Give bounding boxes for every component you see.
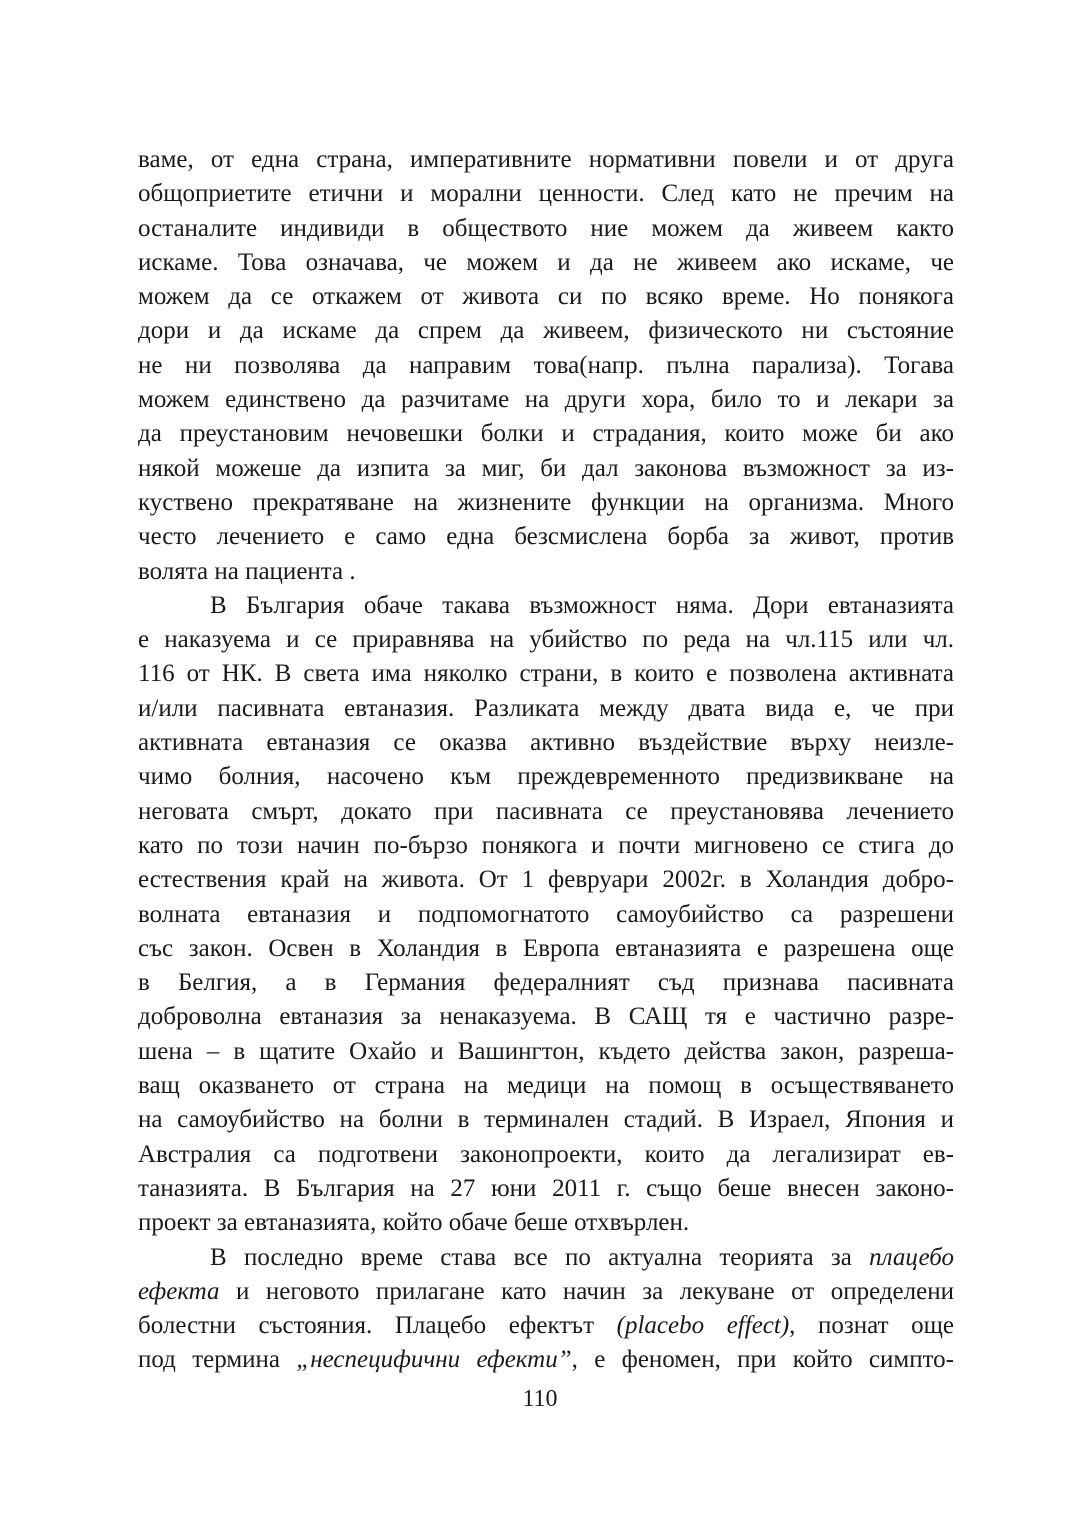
text-line: като по този начин по-бързо понякога и почти мигновено се стига до (138, 831, 954, 859)
text-line: таназията. В България на 27 юни 2011 г. също беше внесен законо- (138, 1174, 954, 1202)
text-line (138, 1275, 954, 1309)
text-line: чимо болния, насочено към преждевременното предизвикване на (138, 763, 954, 791)
text-line: не ни позволява да направим това(напр. пълна парализа). Тогава (138, 351, 954, 379)
text-line: неговата смърт, докато при пасивната се преустановява лечението (138, 797, 954, 825)
text-line: на самоубийство на болни в терминален стадий. В Израел, Япония и (138, 1106, 954, 1134)
text-line: проект за евтаназията, който обаче беше отхвърлен. (138, 1209, 690, 1237)
text-run: болестни състояния. Плацебо ефектът (138, 1312, 617, 1340)
text-line (138, 1309, 954, 1343)
text-line (138, 1241, 954, 1275)
text-line: някой можеше да изпита за миг, би дал законова възможност за из- (138, 454, 954, 482)
text-run: , познат още (789, 1312, 954, 1340)
body-text (138, 143, 954, 1378)
text-run: под термина (138, 1346, 297, 1374)
text-line: често лечението е само една безсмислена борба за живот, против (138, 523, 954, 551)
text-line: останалите индивиди в обществото ние можем да живеем както (138, 214, 954, 242)
text-line: активната евтаназия се оказва активно въздействие върху неизле- (138, 729, 954, 757)
italic-term: (placebo effect) (616, 1312, 790, 1340)
text-line: естествения край на живота. От 1 февруари 2002г. в Холандия добро- (138, 866, 954, 894)
text-line: волята на пациента . (138, 557, 356, 585)
text-line: волната евтаназия и подпомогнатото самоубийство са разрешени (138, 900, 954, 928)
text-run: , е феномен, при който симпто- (571, 1346, 955, 1374)
text-line (138, 1343, 954, 1377)
text-line: общоприетите етични и морални ценности. След като не пречим на (138, 180, 954, 208)
text-line: куствено прекратяване на жизнените функции на организма. Много (138, 488, 954, 516)
paragraph-3 (138, 1241, 954, 1378)
text-line: искаме. Това означава, че можем и да не живеем ако искаме, че (138, 248, 954, 276)
paragraph-2 (138, 589, 954, 1241)
text-line: 116 от НК. В света има няколко страни, в които е позволена активната (138, 660, 954, 688)
text-line: можем да се откажем от живота си по всяко време. Но понякога (138, 283, 954, 311)
text-line: шена – в щатите Охайо и Вашингтон, където действа закон, разреша- (138, 1037, 954, 1065)
text-line: е наказуема и се приравнява на убийство по реда на чл.115 или чл. (138, 626, 954, 654)
text-line: В България обаче такава възможност няма. Дори евтаназията (210, 591, 954, 619)
text-line: ващ оказването от страна на медици на помощ в осъществяването (138, 1072, 954, 1100)
text-run: и неговото прилагане като начин за лекуване от определени (219, 1277, 954, 1305)
text-line: дори и да искаме да спрем да живеем, физическото ни състояние (138, 317, 954, 345)
text-run: В последно време става все по актуална теорията за (210, 1243, 870, 1271)
italic-term: „неспецифични ефекти” (296, 1346, 572, 1374)
text-line: доброволна евтаназия за ненаказуема. В САЩ тя е частично разре- (138, 1003, 954, 1031)
italic-term: плацебо (869, 1243, 954, 1271)
text-line: Австралия са подготвени законопроекти, които да легализират ев- (138, 1140, 954, 1168)
text-line: със закон. Освен в Холандия в Европа евтаназията е разрешена още (138, 934, 954, 962)
text-line: да преустановим нечовешки болки и страдания, които може би ако (138, 420, 954, 448)
italic-term: ефекта (138, 1277, 220, 1305)
paragraph-1 (138, 143, 954, 589)
text-line: можем единствено да разчитаме на други хора, било то и лекари за (138, 386, 954, 414)
text-line: в Белгия, а в Германия федералният съд признава пасивната (138, 969, 954, 997)
page-number: 110 (522, 1386, 558, 1412)
text-line: ваме, от една страна, императивните нормативни повели и от друга (138, 146, 954, 173)
text-line: и/или пасивната евтаназия. Разликата между двата вида е, че при (138, 694, 954, 722)
